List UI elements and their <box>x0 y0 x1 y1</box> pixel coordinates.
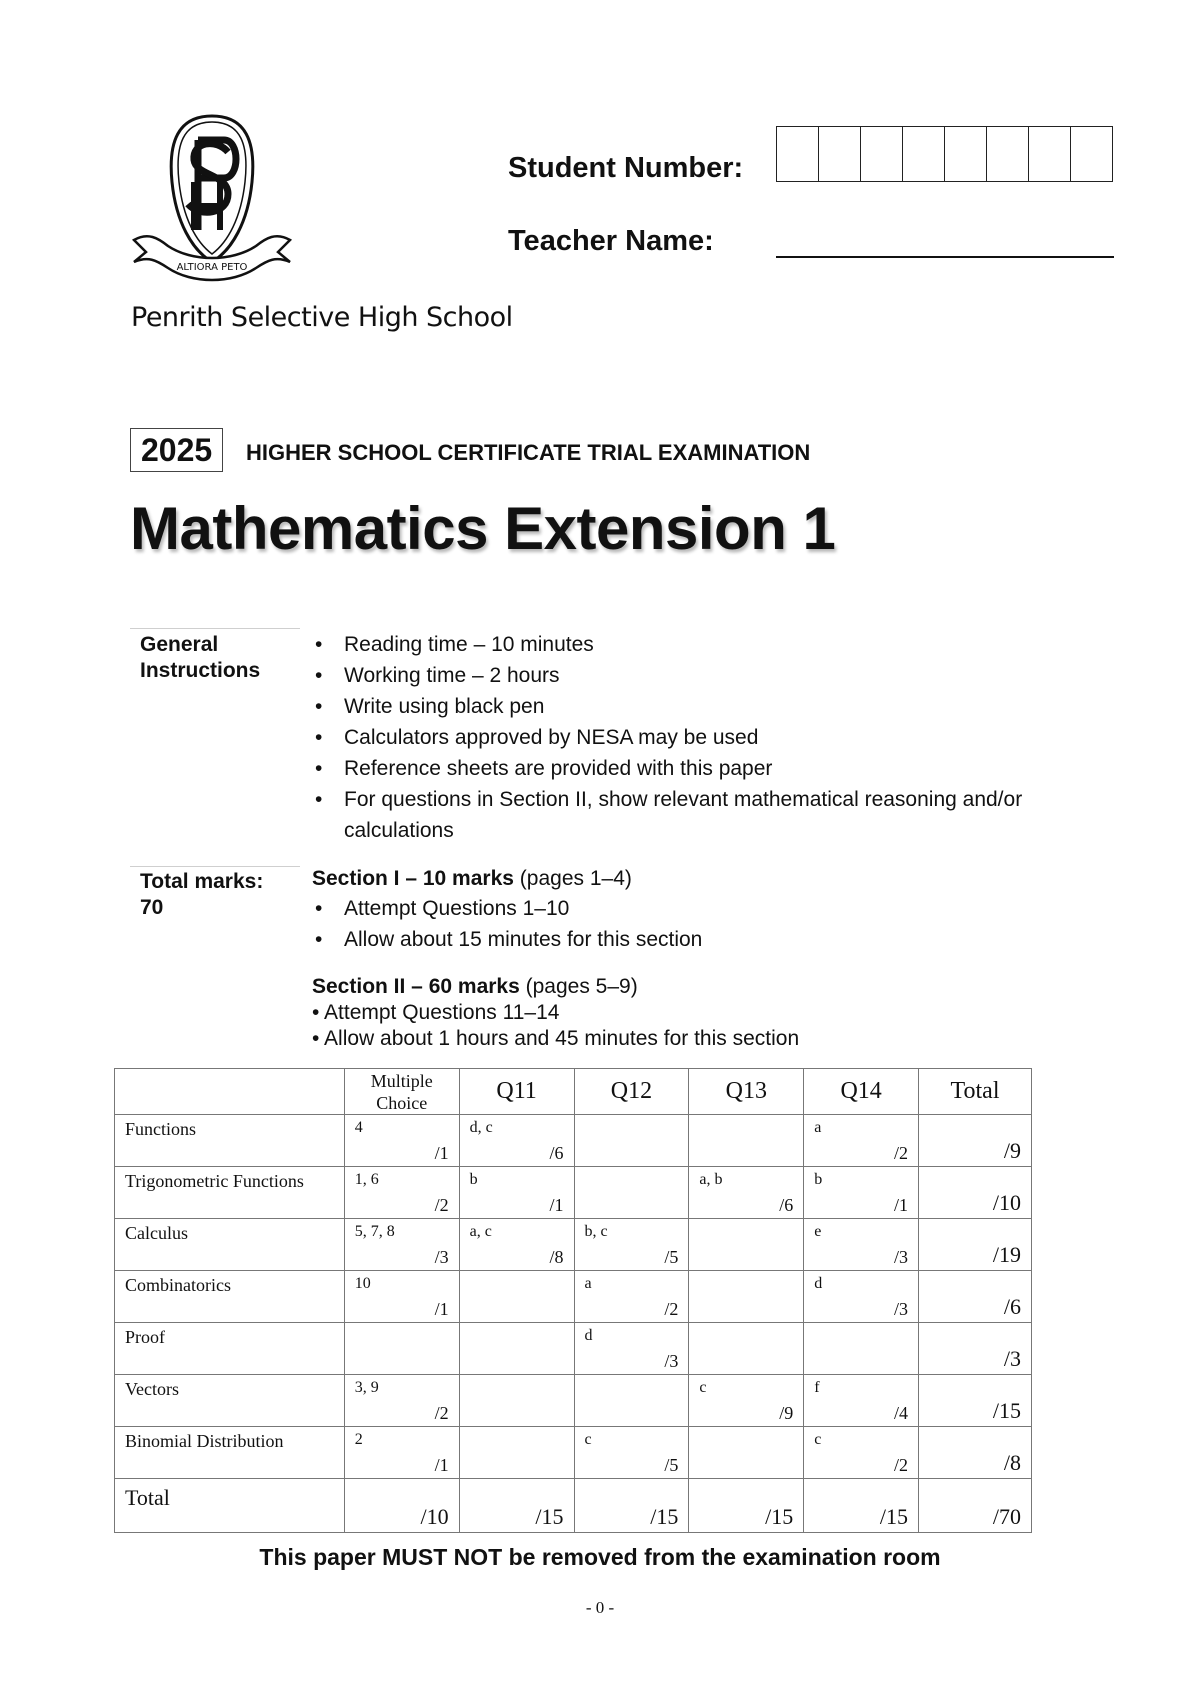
table-header <box>344 1069 459 1115</box>
marks-cell <box>689 1115 804 1167</box>
mark-value: /6 <box>549 1143 564 1163</box>
table-row <box>115 1427 1032 1479</box>
marks-cell <box>919 1375 1032 1427</box>
marks-cell <box>344 1323 459 1375</box>
marks-cell <box>459 1115 574 1167</box>
total-label: Total <box>115 1479 345 1533</box>
marks-cell <box>344 1167 459 1219</box>
section-2-pages: (pages 5–9) <box>525 975 638 998</box>
question-parts: b <box>469 1171 478 1188</box>
mark-value: /15 <box>992 1398 1021 1423</box>
total-mark-value: /15 <box>879 1504 909 1529</box>
mark-value: /5 <box>664 1455 679 1475</box>
total-mark-value: /70 <box>992 1504 1021 1529</box>
mark-value: /9 <box>779 1403 794 1423</box>
mark-value: /2 <box>434 1403 449 1423</box>
mark-value: /10 <box>992 1190 1021 1215</box>
mark-value: /3 <box>894 1299 909 1319</box>
total-mark-value: /15 <box>765 1504 794 1529</box>
total-cell <box>459 1479 574 1533</box>
mark-value: /1 <box>434 1299 449 1319</box>
mark-value: /2 <box>434 1195 449 1215</box>
question-parts: a <box>814 1119 822 1136</box>
question-parts: 1, 6 <box>354 1171 379 1188</box>
student-number-digit-box[interactable] <box>1029 127 1071 181</box>
mark-value: /2 <box>894 1455 909 1475</box>
question-parts: d, c <box>469 1119 493 1136</box>
teacher-name-line[interactable] <box>776 256 1114 258</box>
marks-cell <box>574 1219 689 1271</box>
list-item: • Reference sheets are provided with this paper <box>312 753 1032 784</box>
marks-cell <box>804 1323 919 1375</box>
question-parts: 2 <box>354 1431 363 1448</box>
mark-value: /1 <box>434 1455 449 1475</box>
mark-value: /9 <box>1003 1138 1021 1163</box>
marks-cell <box>574 1323 689 1375</box>
table-header: Q12 <box>574 1069 689 1115</box>
question-parts: e <box>814 1223 822 1240</box>
mark-value: /1 <box>549 1195 564 1215</box>
question-parts: a, c <box>469 1223 492 1240</box>
student-number-digit-box[interactable] <box>903 127 945 181</box>
list-item: • Allow about 15 minutes for this section <box>312 924 702 955</box>
mark-value: /1 <box>894 1195 909 1215</box>
marks-cell <box>344 1271 459 1323</box>
marks-cell <box>804 1219 919 1271</box>
total-cell <box>919 1479 1032 1533</box>
topic-cell: Binomial Distribution <box>115 1427 345 1479</box>
section-2-title: Section II – 60 marks <box>312 975 520 998</box>
student-number-label: Student Number: <box>508 152 744 184</box>
marks-cell <box>459 1375 574 1427</box>
total-mark-value: /15 <box>535 1504 564 1529</box>
total-cell <box>804 1479 919 1533</box>
total-mark-value: /15 <box>650 1504 679 1529</box>
topic-cell: Combinatorics <box>115 1271 345 1323</box>
marks-cell <box>459 1427 574 1479</box>
mark-value: /2 <box>894 1143 909 1163</box>
question-parts: a, b <box>699 1171 723 1188</box>
marks-cell <box>804 1427 919 1479</box>
marks-cell <box>919 1323 1032 1375</box>
exam-year: 2025 <box>130 428 223 472</box>
student-number-boxes[interactable] <box>776 126 1113 182</box>
mark-value: /6 <box>779 1195 794 1215</box>
table-header: Total <box>919 1069 1032 1115</box>
list-item: • Attempt Questions 11–14 <box>312 1001 560 1024</box>
list-item: • Allow about 1 hours and 45 minutes for this section <box>312 1027 800 1050</box>
marks-cell <box>804 1167 919 1219</box>
marks-cell <box>919 1115 1032 1167</box>
mark-value: /1 <box>434 1143 449 1163</box>
table-header: Q13 <box>689 1069 804 1115</box>
total-mark-value: /10 <box>420 1504 449 1529</box>
subject-title: Mathematics Extension 1 <box>130 495 836 562</box>
list-item: • Calculators approved by NESA may be used <box>312 722 1032 753</box>
topic-cell: Proof <box>115 1323 345 1375</box>
marks-cell <box>919 1427 1032 1479</box>
marks-cell <box>459 1219 574 1271</box>
marks-cell <box>459 1167 574 1219</box>
list-item: • For questions in Section II, show relevant mathematical reasoning and/or calculations <box>312 784 1032 846</box>
marks-cell <box>344 1115 459 1167</box>
list-item: • Reading time – 10 minutes <box>312 629 1032 660</box>
topic-cell: Trigonometric Functions <box>115 1167 345 1219</box>
marks-cell <box>459 1271 574 1323</box>
marks-cell <box>689 1375 804 1427</box>
school-crest-logo <box>128 112 296 292</box>
table-header-text: Multiple Choice <box>370 1070 433 1113</box>
marks-cell <box>574 1271 689 1323</box>
topic-cell: Vectors <box>115 1375 345 1427</box>
mark-value: /3 <box>894 1247 909 1267</box>
mark-value: /2 <box>664 1299 679 1319</box>
table-header: Q14 <box>804 1069 919 1115</box>
marks-cell <box>689 1219 804 1271</box>
marks-cell <box>574 1115 689 1167</box>
mark-value: /3 <box>1003 1346 1021 1371</box>
marks-cell <box>344 1427 459 1479</box>
section-1-pages: (pages 1–4) <box>519 867 632 890</box>
table-header: Q11 <box>459 1069 574 1115</box>
student-number-digit-box[interactable] <box>777 127 819 181</box>
table-row <box>115 1271 1032 1323</box>
marks-cell <box>689 1427 804 1479</box>
table-header <box>115 1069 345 1115</box>
total-cell <box>574 1479 689 1533</box>
question-parts: 3, 9 <box>354 1379 379 1396</box>
footer-note: This paper MUST NOT be removed from the examination room <box>259 1544 941 1570</box>
marks-cell <box>804 1375 919 1427</box>
question-parts: a <box>584 1275 592 1292</box>
marks-cell <box>804 1271 919 1323</box>
marks-cell <box>574 1427 689 1479</box>
mark-value: /3 <box>434 1247 449 1267</box>
table-header-row <box>115 1069 1032 1115</box>
marks-cell <box>459 1323 574 1375</box>
question-parts: d <box>814 1275 823 1292</box>
logo-motto: ALTIORA PETO <box>176 262 248 273</box>
marks-cell <box>574 1167 689 1219</box>
mark-value: /6 <box>1003 1294 1021 1319</box>
student-number-digit-box[interactable] <box>861 127 903 181</box>
table-row <box>115 1219 1032 1271</box>
marks-cell <box>919 1167 1032 1219</box>
question-parts: b <box>814 1171 823 1188</box>
question-parts: c <box>699 1379 707 1396</box>
mark-value: /8 <box>549 1247 564 1267</box>
student-number-digit-box[interactable] <box>987 127 1029 181</box>
section-1-heading <box>312 867 632 891</box>
marks-cell <box>344 1219 459 1271</box>
marks-cell <box>804 1115 919 1167</box>
mark-value: /19 <box>992 1242 1021 1267</box>
total-cell <box>344 1479 459 1533</box>
general-instructions-label <box>140 632 260 684</box>
student-number-digit-box[interactable] <box>819 127 861 181</box>
question-parts: c <box>584 1431 592 1448</box>
question-parts: b, c <box>584 1223 608 1240</box>
mark-value: /3 <box>664 1351 679 1371</box>
general-instructions-list <box>312 629 1032 846</box>
question-parts: f <box>814 1379 820 1396</box>
marks-cell <box>689 1323 804 1375</box>
marks-cell <box>919 1219 1032 1271</box>
marks-cell <box>919 1271 1032 1323</box>
marks-cell <box>689 1167 804 1219</box>
topic-cell: Calculus <box>115 1219 345 1271</box>
question-parts: c <box>814 1431 822 1448</box>
mark-value: /5 <box>664 1247 679 1267</box>
label-line: General <box>140 633 219 656</box>
list-item: • Attempt Questions 1–10 <box>312 893 702 924</box>
table-total-row <box>115 1479 1032 1533</box>
mark-value: /4 <box>894 1403 909 1423</box>
question-parts: 5, 7, 8 <box>354 1223 395 1240</box>
table-row <box>115 1323 1032 1375</box>
table-row <box>115 1167 1032 1219</box>
exam-title: HIGHER SCHOOL CERTIFICATE TRIAL EXAMINATION <box>246 440 811 465</box>
section-2-heading <box>312 975 638 999</box>
marks-cell <box>344 1375 459 1427</box>
list-item: • Write using black pen <box>312 691 1032 722</box>
section-1-list <box>312 893 702 955</box>
mark-value: /8 <box>1003 1450 1021 1475</box>
divider <box>130 866 300 867</box>
marks-table <box>114 1068 1032 1533</box>
list-item: • Working time – 2 hours <box>312 660 1032 691</box>
table-row <box>115 1375 1032 1427</box>
total-cell <box>689 1479 804 1533</box>
marks-cell <box>689 1271 804 1323</box>
table-row <box>115 1115 1032 1167</box>
student-number-digit-box[interactable] <box>945 127 987 181</box>
question-parts: d <box>584 1327 593 1344</box>
total-marks-label <box>140 869 263 921</box>
label-line: Total marks: <box>140 870 264 893</box>
school-name: Penrith Selective High School <box>131 302 513 333</box>
section-1-title: Section I – 10 marks <box>312 867 514 890</box>
topic-cell: Functions <box>115 1115 345 1167</box>
student-number-digit-box[interactable] <box>1071 127 1112 181</box>
question-parts: 10 <box>354 1275 371 1292</box>
teacher-name-label: Teacher Name: <box>508 225 714 257</box>
label-line: Instructions <box>140 659 261 682</box>
question-parts: 4 <box>354 1119 363 1136</box>
marks-cell <box>574 1375 689 1427</box>
page-number: - 0 - <box>585 1598 615 1617</box>
total-marks-value: 70 <box>140 896 164 919</box>
divider <box>130 628 300 629</box>
